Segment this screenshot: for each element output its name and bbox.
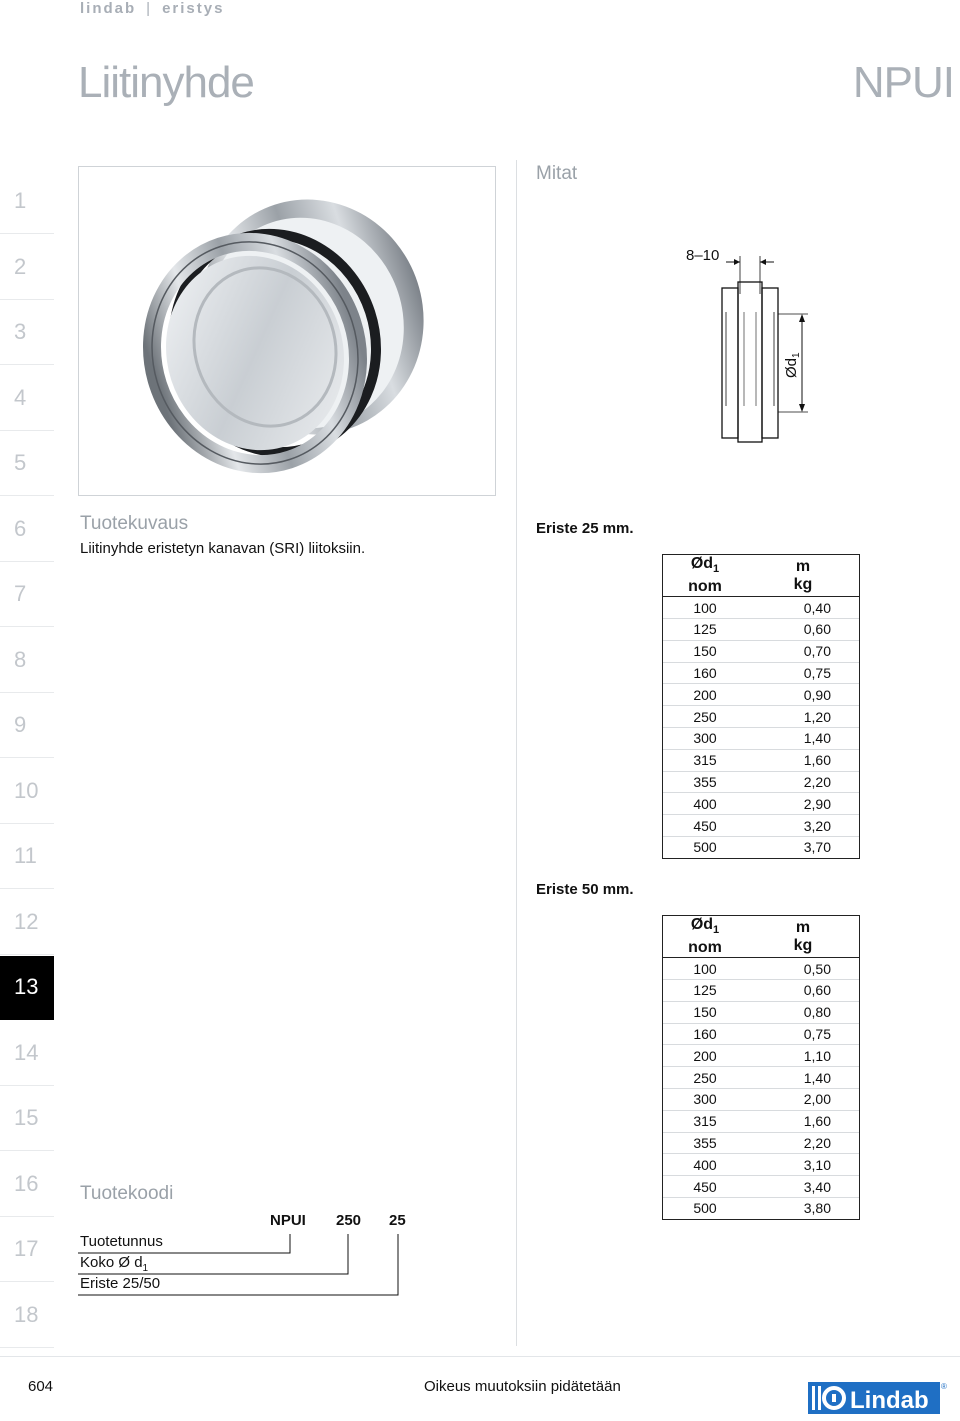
mass-cell: 3,20 bbox=[803, 817, 831, 834]
table-row bbox=[663, 1132, 859, 1154]
mass-cell: 2,90 bbox=[803, 795, 831, 812]
diameter-cell: 250 bbox=[693, 1069, 717, 1086]
mass-cell: 0,50 bbox=[803, 960, 831, 977]
weight-table-25 bbox=[662, 554, 860, 859]
col-mass-header: m kg bbox=[793, 918, 813, 954]
description-heading: Tuotekuvaus bbox=[80, 513, 189, 534]
diameter-cell: 450 bbox=[693, 1178, 717, 1195]
mass-cell: 2,00 bbox=[803, 1091, 831, 1108]
mass-cell: 1,20 bbox=[803, 708, 831, 725]
brand-category: eristys bbox=[162, 0, 225, 17]
weight-table-50 bbox=[662, 915, 860, 1220]
product-code-title: NPUI bbox=[852, 58, 954, 107]
table-row bbox=[663, 1001, 859, 1023]
table-row bbox=[663, 815, 859, 837]
footer-note: Oikeus muutoksiin pidätetään bbox=[424, 1378, 621, 1395]
table1-caption: Eriste 25 mm. bbox=[536, 520, 634, 537]
chapter-tab-9[interactable]: 9 bbox=[0, 694, 54, 758]
diameter-cell: 125 bbox=[693, 982, 717, 999]
chapter-tab-15[interactable]: 15 bbox=[0, 1087, 54, 1151]
diameter-cell: 500 bbox=[693, 839, 717, 856]
table-row bbox=[663, 1110, 859, 1132]
dimension-drawing bbox=[660, 236, 820, 446]
diameter-cell: 125 bbox=[693, 621, 717, 638]
diameter-cell: 400 bbox=[693, 795, 717, 812]
table-row bbox=[663, 793, 859, 815]
diameter-cell: 355 bbox=[693, 773, 717, 790]
code-part-type: NPUI bbox=[270, 1212, 306, 1229]
footer-divider bbox=[0, 1356, 960, 1357]
diameter-cell: 200 bbox=[693, 686, 717, 703]
table-row bbox=[663, 771, 859, 793]
mass-cell: 1,10 bbox=[803, 1047, 831, 1064]
diameter-cell: 315 bbox=[693, 1113, 717, 1130]
table-row bbox=[663, 640, 859, 662]
mass-cell: 3,10 bbox=[803, 1156, 831, 1173]
mass-cell: 3,80 bbox=[803, 1200, 831, 1217]
logo-text: Lindab bbox=[850, 1387, 929, 1414]
table-row bbox=[663, 958, 859, 980]
table-row bbox=[663, 727, 859, 749]
table-row bbox=[663, 1197, 859, 1218]
table-row bbox=[663, 1045, 859, 1067]
chapter-tab-5[interactable]: 5 bbox=[0, 432, 54, 496]
code-part-insulation: 25 bbox=[389, 1212, 406, 1229]
chapter-tab-11[interactable]: 11 bbox=[0, 825, 54, 889]
code-leader-lines bbox=[78, 1232, 402, 1298]
chapter-tab-18[interactable]: 18 bbox=[0, 1284, 54, 1348]
diameter-cell: 300 bbox=[693, 730, 717, 747]
diameter-cell: 450 bbox=[693, 817, 717, 834]
lindab-logo bbox=[808, 1380, 948, 1416]
product-code-heading: Tuotekoodi bbox=[80, 1183, 174, 1204]
duct-connector-image bbox=[79, 167, 495, 495]
mass-cell: 3,40 bbox=[803, 1178, 831, 1195]
diameter-cell: 100 bbox=[693, 599, 717, 616]
table-row bbox=[663, 979, 859, 1001]
mass-cell: 1,60 bbox=[803, 1113, 831, 1130]
chapter-tab-17[interactable]: 17 bbox=[0, 1218, 54, 1282]
chapter-tab-3[interactable]: 3 bbox=[0, 301, 54, 365]
mass-cell: 0,70 bbox=[803, 643, 831, 660]
diameter-cell: 200 bbox=[693, 1047, 717, 1064]
chapter-tab-4[interactable]: 4 bbox=[0, 367, 54, 431]
chapter-tab-1[interactable]: 1 bbox=[0, 170, 54, 234]
page-title: Liitinyhde bbox=[78, 58, 254, 107]
code-label-insulation: Eriste 25/50 bbox=[80, 1275, 161, 1292]
gap-label: 8–10 bbox=[686, 247, 720, 264]
mass-cell: 2,20 bbox=[803, 773, 831, 790]
description-text: Liitinyhde eristetyn kanavan (SRI) liitoksiin. bbox=[80, 540, 366, 557]
table-row bbox=[663, 1088, 859, 1110]
code-label-type: Tuotetunnus bbox=[80, 1233, 163, 1250]
table-row bbox=[663, 597, 859, 619]
product-photo bbox=[78, 166, 496, 496]
col-diameter-header: $Ød_1$ nom bbox=[688, 555, 722, 596]
table-row bbox=[663, 1023, 859, 1045]
diameter-cell: 500 bbox=[693, 1200, 717, 1217]
chapter-tab-10[interactable]: 10 bbox=[0, 760, 54, 824]
brand-header bbox=[80, 0, 224, 17]
chapter-tab-14[interactable]: 14 bbox=[0, 1022, 54, 1086]
mass-cell: 0,40 bbox=[803, 599, 831, 616]
diameter-label: Ød bbox=[783, 357, 800, 378]
chapter-tab-8[interactable]: 8 bbox=[0, 629, 54, 693]
diameter-cell: 250 bbox=[693, 708, 717, 725]
diameter-cell: 355 bbox=[693, 1134, 717, 1151]
table-row bbox=[663, 662, 859, 684]
svg-text:Ød1: $Ød_1$ bbox=[783, 352, 802, 378]
table-row bbox=[663, 1154, 859, 1176]
mass-cell: 0,75 bbox=[803, 664, 831, 681]
table-row bbox=[663, 836, 859, 857]
logo-mark: ® bbox=[941, 1382, 947, 1391]
mass-cell: 0,60 bbox=[803, 621, 831, 638]
col-diameter-header: $Ød_1$ nom bbox=[688, 916, 722, 957]
col-mass-header: m kg bbox=[793, 557, 813, 593]
column-divider bbox=[516, 160, 517, 1346]
diameter-cell: 300 bbox=[693, 1091, 717, 1108]
chapter-tab-2[interactable]: 2 bbox=[0, 236, 54, 300]
code-label-size: Koko Ø $d_1$ bbox=[80, 1254, 149, 1274]
table-row bbox=[663, 749, 859, 771]
diameter-cell: 315 bbox=[693, 752, 717, 769]
chapter-tab-6[interactable]: 6 bbox=[0, 498, 54, 562]
chapter-tab-7[interactable]: 7 bbox=[0, 563, 54, 627]
mass-cell: 0,80 bbox=[803, 1004, 831, 1021]
diameter-cell: 150 bbox=[693, 1004, 717, 1021]
mass-cell: 0,75 bbox=[803, 1025, 831, 1042]
dimensions-heading: Mitat bbox=[536, 163, 578, 184]
mass-cell: 1,60 bbox=[803, 752, 831, 769]
page-number: 604 bbox=[28, 1378, 54, 1395]
code-part-size: 250 bbox=[336, 1212, 362, 1229]
diameter-cell: 100 bbox=[693, 960, 717, 977]
table-row bbox=[663, 1067, 859, 1089]
table-row bbox=[663, 618, 859, 640]
mass-cell: 1,40 bbox=[803, 1069, 831, 1086]
chapter-tab-16[interactable]: 16 bbox=[0, 1153, 54, 1217]
mass-cell: 2,20 bbox=[803, 1134, 831, 1151]
table-row bbox=[663, 1176, 859, 1198]
table-row bbox=[663, 706, 859, 728]
spec-table bbox=[663, 916, 859, 1219]
brand-name: lindab bbox=[80, 0, 137, 17]
table-row bbox=[663, 684, 859, 706]
mass-cell: 0,90 bbox=[803, 686, 831, 703]
chapter-tab-13[interactable]: 13 bbox=[0, 956, 54, 1020]
mass-cell: 0,60 bbox=[803, 982, 831, 999]
diameter-cell: 160 bbox=[693, 1025, 717, 1042]
diameter-cell: 160 bbox=[693, 664, 717, 681]
diameter-cell: 150 bbox=[693, 643, 717, 660]
mass-cell: 1,40 bbox=[803, 730, 831, 747]
mass-cell: 3,70 bbox=[803, 839, 831, 856]
brand-separator: | bbox=[146, 0, 153, 17]
spec-table bbox=[663, 555, 859, 858]
diameter-cell: 400 bbox=[693, 1156, 717, 1173]
table2-caption: Eriste 50 mm. bbox=[536, 881, 634, 898]
chapter-tab-12[interactable]: 12 bbox=[0, 891, 54, 955]
